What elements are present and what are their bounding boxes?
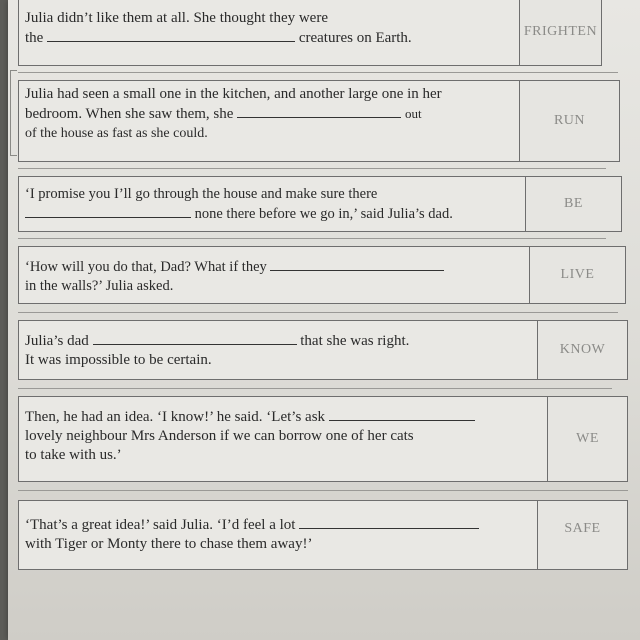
sentence-line: [25, 515, 531, 535]
sentence-text: bedroom. When she saw them, she: [25, 106, 234, 122]
sentence-text: the: [25, 30, 44, 46]
exercise-row-live: [18, 246, 630, 304]
sentence-box: [18, 500, 538, 570]
sentence-text: creatures on Earth.: [298, 30, 412, 46]
answer-blank[interactable]: [329, 407, 475, 421]
answer-blank[interactable]: [47, 28, 295, 42]
sentence-box: [18, 0, 520, 66]
exercise-row-know: [18, 320, 630, 380]
sentence-line: It was impossible to be certain.: [25, 352, 212, 368]
keyword-live: LIVE: [530, 246, 626, 304]
exercise-row-safe: [18, 500, 630, 570]
divider-line: [18, 388, 612, 389]
sentence-line: [25, 407, 541, 427]
exercise-row-frighten: [18, 0, 630, 66]
divider-line: [18, 238, 606, 239]
keyword-we: WE: [548, 396, 628, 482]
sentence-line: of the house as fast as she could.: [25, 126, 208, 141]
margin-bracket: [10, 70, 17, 156]
sentence-box: [18, 246, 530, 304]
sentence-text: that she was right.: [300, 333, 410, 349]
keyword-run: RUN: [520, 80, 620, 162]
sentence-line: with Tiger or Monty there to chase them away!’: [25, 536, 313, 552]
sentence-text: Julia’s dad: [25, 333, 89, 349]
sentence-text: out: [404, 106, 422, 121]
sentence-line: [25, 257, 523, 277]
sentence-text: Then, he had an idea. ‘I know!’ he said. ‘Let’s ask: [25, 409, 326, 425]
keyword-be: BE: [526, 176, 622, 232]
divider-line: [18, 312, 618, 313]
sentence-line: [25, 104, 513, 124]
sentence-line: Julia had seen a small one in the kitchen, and another large one in her: [25, 86, 442, 102]
sentence-text: ‘How will you do that, Dad? What if they: [25, 259, 267, 275]
sentence-box: [18, 396, 548, 482]
sentence-box: [18, 320, 538, 380]
divider-line: [18, 168, 606, 169]
divider-line: [18, 72, 618, 73]
sentence-line: [25, 331, 531, 351]
sentence-line: ‘I promise you I’ll go through the house and make sure there: [25, 186, 378, 202]
exercise-row-be: [18, 176, 630, 232]
exercise-row-run: [18, 80, 630, 162]
worksheet-page: [8, 0, 640, 640]
answer-blank[interactable]: [93, 331, 297, 345]
keyword-know: KNOW: [538, 320, 628, 380]
sentence-line: to take with us.’: [25, 447, 122, 463]
sentence-text: none there before we go in,’ said Julia’s dad.: [194, 206, 453, 222]
sentence-line: Julia didn’t like them at all. She thought they were: [25, 10, 328, 26]
sentence-line: in the walls?’ Julia asked.: [25, 278, 174, 294]
sentence-text: ‘That’s a great idea!’ said Julia. ‘I’d feel a lot: [25, 517, 296, 533]
sentence-box: [18, 80, 520, 162]
divider-line: [18, 490, 628, 491]
answer-blank[interactable]: [237, 104, 401, 118]
answer-blank[interactable]: [270, 257, 444, 271]
sentence-line: [25, 28, 513, 48]
keyword-safe: SAFE: [538, 500, 628, 570]
sentence-line: [25, 204, 519, 224]
answer-blank[interactable]: [299, 515, 479, 529]
exercise-row-we: [18, 396, 630, 482]
answer-blank[interactable]: [25, 204, 191, 218]
sentence-line: lovely neighbour Mrs Anderson if we can borrow one of her cats: [25, 428, 414, 444]
sentence-box: [18, 176, 526, 232]
keyword-frighten: FRIGHTEN: [520, 0, 602, 66]
